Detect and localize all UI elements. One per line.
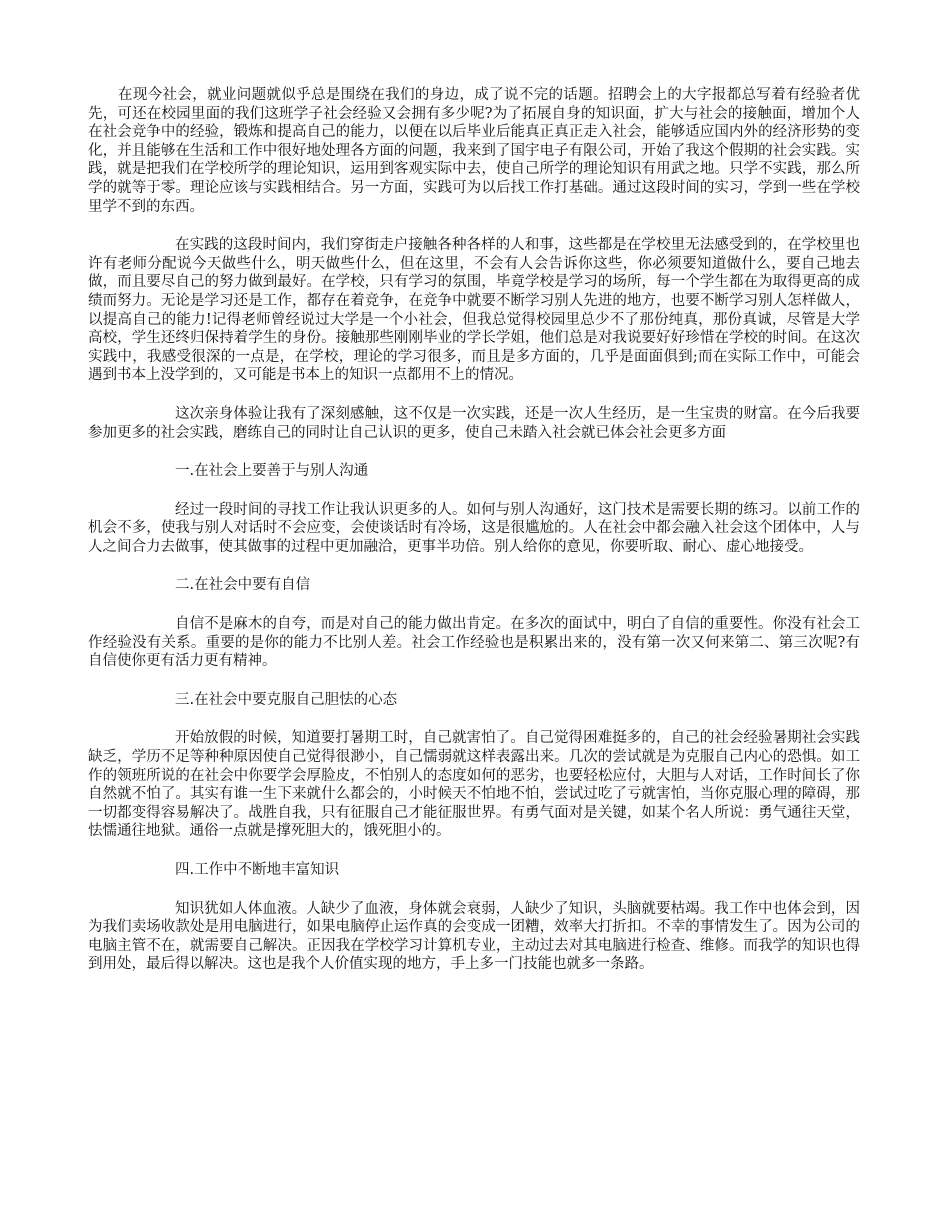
section-heading-knowledge: 四.工作中不断地丰富知识 bbox=[175, 862, 340, 878]
section-heading-timidity: 三.在社会中要克服自己胆怯的心态 bbox=[175, 691, 398, 708]
section-heading-communication: 一.在社会上要善于与别人沟通 bbox=[175, 463, 369, 480]
paragraph-knowledge: 知识犹如人体血液。人缺少了血液，身体就会衰弱，人缺少了知识，头脑就要枯竭。我工作中也体会到，因为我们卖场收款处是用电脑进行，如果电脑停止运作真的会变成一团糟，效率大打折扣。不幸的事情发生了。因为公司的电脑主管不在，就需要自己解决。正因我在学校学习计算机专业，主动过去对其电脑进行检查、维修。而我学的知识也得到用处，最后得以解决。这也是我个人价值实现的地方，手上多一门技能也就多一条路。 bbox=[88, 900, 860, 973]
paragraph-intro: 在现今社会，就业问题就似乎总是围绕在我们的身边，成了说不完的话题。招聘会上的大字报都总写着有经验者优先，可还在校园里面的我们这班学子社会经验又会拥有多少呢?为了拓展自身的知识面，扩大与社会的接触面，增加个人在社会竞争中的经验，锻炼和提高自己的能力，以便在以后毕业后能真正真正走入社会，能够适应国内外的经济形势的变化，并且能够在生活和工作中很好地处理各方面的问题，我来到了国宇电子有限公司，开始了我这个假期的社会实践。实践，就是把我们在学校所学的理论知识，运用到客观实际中去，使自己所学的理论知识有用武之地。只学不实践，那么所学的就等于零。理论应该与实践相结合。另一方面，实践可为以后找工作打基础。通过这段时间的实习，学到一些在学校里学不到的东西。 bbox=[88, 87, 860, 215]
paragraph-communication: 经过一段时间的寻找工作让我认识更多的人。如何与别人沟通好，这门技术是需要长期的练习。以前工作的机会不多，使我与别人对话时不会应变，会使谈话时有冷场，这是很尴尬的。人在社会中都会融入社会这个团体中，人与人之间合力去做事，使其做事的过程中更加融洽，更事半功倍。别人给你的意见，你要听取、耐心、虚心地接受。 bbox=[88, 501, 860, 555]
document-page bbox=[88, 86, 860, 994]
paragraph-timidity: 开始放假的时候，知道要打暑期工时，自己就害怕了。自己觉得困难挺多的，自己的社会经验暑期社会实践缺乏，学历不足等种种原因使自己觉得很渺小，自己懦弱就这样表露出来。几次的尝试就是为克服自己内心的恐惧。如工作的领班所说的在社会中你要学会厚脸皮，不怕别人的态度如何的恶劣，也要轻松应付，大胆与人对话，工作时间长了你自然就不怕了。其实有谁一生下来就什么都会的，小时候天不怕地不怕，尝试过吃了亏就害怕，当你克服心理的障碍，那一切都变得容易解决了。战胜自我，只有征服自己才能征服世界。有勇气面对是关键，如某个名人所说：勇气通往天堂，怯懦通往地狱。通俗一点就是撑死胆大的，饿死胆小的。 bbox=[88, 730, 860, 840]
paragraph-experience: 这次亲身体验让我有了深刻感触，这不仅是一次实践，还是一次人生经历，是一生宝贵的财富。在今后我要参加更多的社会实践，磨练自己的同时让自己认识的更多，使自己未踏入社会就已体会社会更多方面 bbox=[88, 405, 860, 441]
section-heading-confidence: 二.在社会中要有自信 bbox=[175, 577, 311, 594]
paragraph-confidence: 自信不是麻木的自夸，而是对自己的能力做出肯定。在多次的面试中，明白了自信的重要性。你没有社会工作经验没有关系。重要的是你的能力不比别人差。社会工作经验也是积累出来的，没有第一次又何来第二、第三次呢?有自信使你更有活力更有精神。 bbox=[88, 616, 860, 670]
paragraph-practice: 在实践的这段时间内，我们穿街走户接触各种各样的人和事，这些都是在学校里无法感受到的，在学校里也许有老师分配说今天做些什么，明天做些什么，但在这里，不会有人会告诉你这些，你必须要知道做什么，要自己地去做，而且要尽自己的努力做到最好。在学校，只有学习的氛围，毕竟学校是学习的场所，每一个学生都在为取得更高的成绩而努力。无论是学习还是工作，都存在着竞争，在竞争中就要不断学习别人先进的地方，也要不断学习别人怎样做人，以提高自己的能力!记得老师曾经说过大学是一个小社会，但我总觉得校园里总少不了那份纯真，那份真诚，尽管是大学高校，学生还终归保持着学生的身份。接触那些刚刚毕业的学长学姐，他们总是对我说要好好珍惜在学校的时间。在这次实践中，我感受很深的一点是，在学校，理论的学习很多，而且是多方面的，几乎是面面俱到;而在实际工作中，可能会遇到书本上没学到的，又可能是书本上的知识一点都用不上的情况。 bbox=[88, 237, 860, 384]
